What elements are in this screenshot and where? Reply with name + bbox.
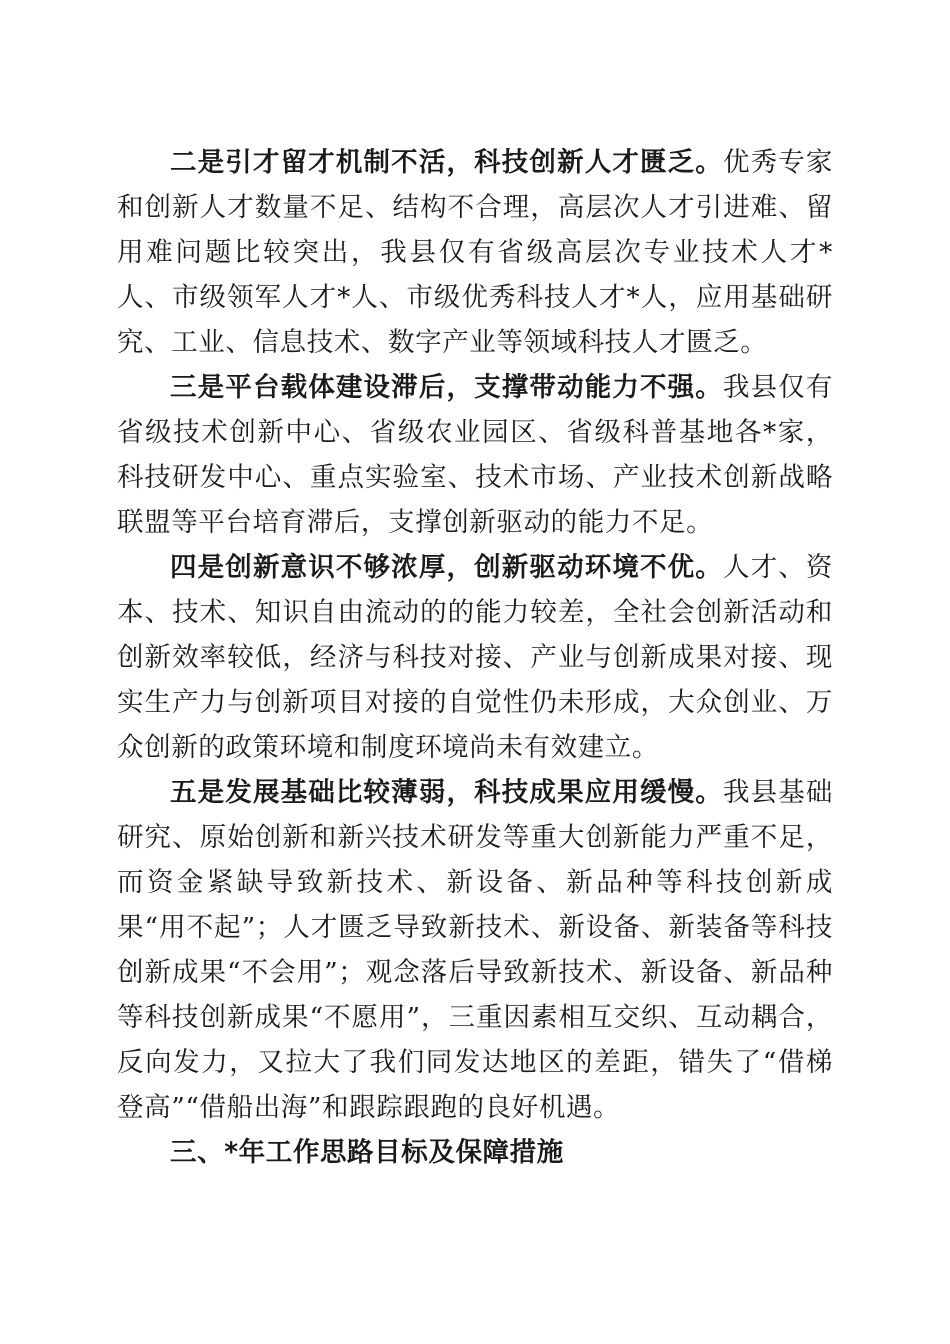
paragraph-talent <box>117 140 833 365</box>
paragraph-development-foundation <box>117 770 833 1130</box>
paragraph-body: 我县基础研究、原始创新和新兴技术研发等重大创新能力严重不足，而资金紧缺导致新技术、新设备、新品种等科技创新成果“用不起”；人才匮乏导致新技术、新设备、新装备等科技创新成果“不会用”；观念落后导致新技术、新设备、新品种等科技创新成果“不愿用”，三重因素相互交织、互动耦合，反向发力，又拉大了我们同发达地区的差距，错失了“借梯登高”“借船出海”和跟踪跟跑的良好机遇。 <box>117 777 833 1123</box>
paragraph-body: 优秀专家和创新人才数量不足、结构不合理，高层次人才引进难、留用难问题比较突出，我县仅有省级高层次专业技术人才*人、市级领军人才*人、市级优秀科技人才*人，应用基础研究、工业、信息技术、数字产业等领域科技人才匮乏。 <box>117 147 833 358</box>
paragraph-lead: 五是发展基础比较薄弱，科技成果应用缓慢。 <box>170 777 723 808</box>
paragraph-lead: 二是引才留才机制不活，科技创新人才匮乏。 <box>170 147 723 178</box>
paragraph-body: 人才、资本、技术、知识自由流动的的能力较差，全社会创新活动和创新效率较低，经济与科技对接、产业与创新成果对接、现实生产力与创新项目对接的自觉性仍未形成，大众创业、万众创新的政策环境和制度环境尚未有效建立。 <box>117 552 833 763</box>
section-heading: 三、*年工作思路目标及保障措施 <box>170 1137 564 1168</box>
paragraph-lead: 四是创新意识不够浓厚，创新驱动环境不优。 <box>170 552 723 583</box>
document-page <box>117 140 833 1175</box>
paragraph-platform <box>117 365 833 545</box>
paragraph-body: 我县仅有省级技术创新中心、省级农业园区、省级科普基地各*家，科技研发中心、重点实验室、技术市场、产业技术创新战略联盟等平台培育滞后，支撑创新驱动的能力不足。 <box>117 372 833 538</box>
paragraph-lead: 三是平台载体建设滞后，支撑带动能力不强。 <box>170 372 723 403</box>
paragraph-innovation-awareness <box>117 545 833 770</box>
